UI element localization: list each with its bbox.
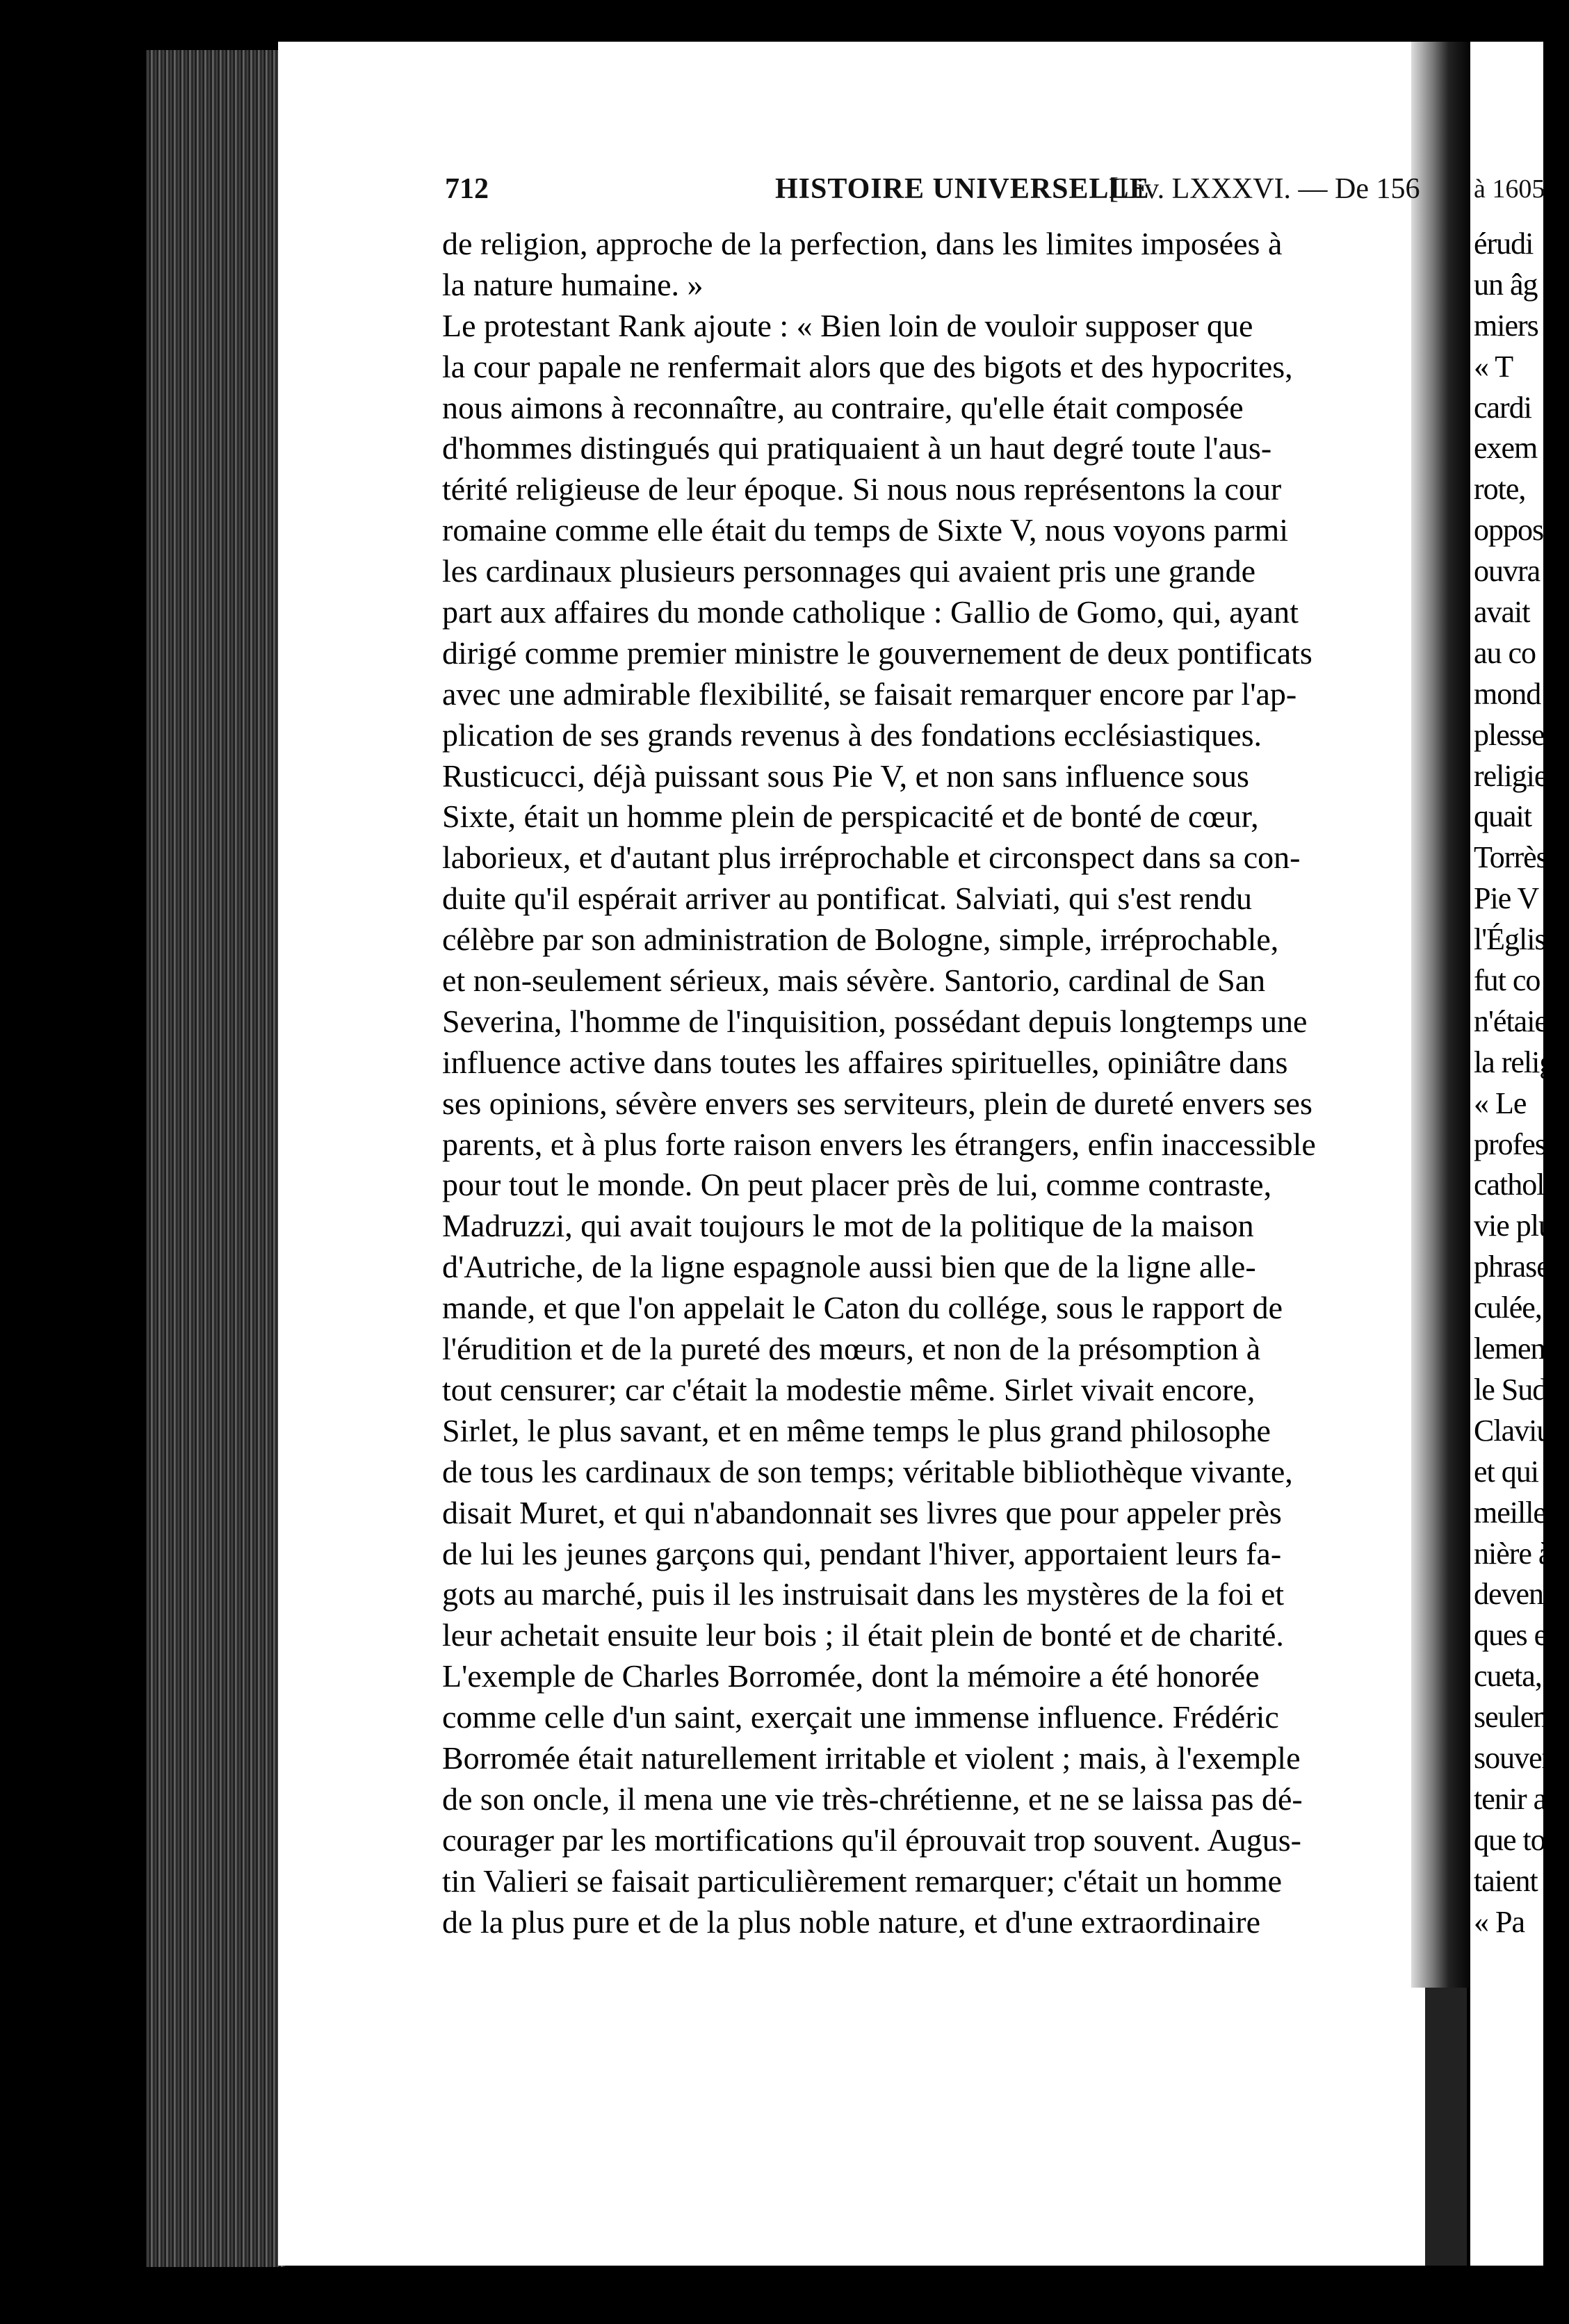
facing-text-line: nière à — [1474, 1536, 1552, 1571]
facing-text-line: exem — [1474, 431, 1538, 466]
text-line: Le protestant Rank ajoute : « Bien loin de vouloir supposer que — [442, 307, 1253, 343]
text-line: Rusticucci, déjà puissant sous Pie V, et non sans influence sous — [442, 758, 1249, 794]
facing-text-line: devenu — [1474, 1577, 1559, 1612]
text-line: avec une admirable flexibilité, se faisait remarquer encore par l'ap- — [442, 676, 1297, 712]
text-line: de religion, approche de la perfection, dans les limites imposées à — [442, 226, 1283, 261]
text-line: Madruzzi, qui avait toujours le mot de la politique de la maison — [442, 1208, 1254, 1244]
facing-text-line: plesse — [1474, 717, 1545, 752]
text-line: tin Valieri se faisait particulièrement remarquer; c'était un homme — [442, 1863, 1283, 1899]
text-line: gots au marché, puis il les instruisait dans les mystères de la foi et — [442, 1576, 1285, 1612]
text-line: disait Muret, et qui n'abandonnait ses livres que pour appeler près — [442, 1494, 1282, 1530]
facing-text-line: cueta, — [1474, 1659, 1542, 1694]
facing-text-line: meilleu — [1474, 1495, 1561, 1530]
facing-text-line: « Pa — [1474, 1904, 1525, 1939]
book-page-edges — [146, 50, 285, 2267]
text-line: célèbre par son administration de Bologne, simple, irréprochable, — [442, 922, 1279, 958]
facing-text-line: seuleme — [1474, 1700, 1569, 1735]
facing-text-line: phrase — [1474, 1250, 1550, 1284]
facing-page-text — [1474, 224, 1569, 1942]
text-line: de lui les jeunes garçons qui, pendant l'hiver, apportaient leurs fa- — [442, 1535, 1282, 1571]
facing-text-line: un âg — [1474, 267, 1538, 302]
text-line: L'exemple de Charles Borromée, dont la mémoire a été honorée — [442, 1658, 1260, 1694]
body-text — [442, 224, 1419, 1942]
facing-text-line: vie plu — [1474, 1209, 1553, 1243]
facing-text-line: taient à — [1474, 1863, 1558, 1898]
text-line: et non-seulement sérieux, mais sévère. Santorio, cardinal de San — [442, 963, 1266, 999]
facing-text-line: rote, — [1474, 472, 1526, 507]
facing-text-line: et qui — [1474, 1454, 1538, 1489]
text-line: nous aimons à reconnaître, au contraire, qu'elle était composée — [442, 389, 1244, 425]
text-line: la cour papale ne renfermait alors que des bigots et des hypocrites, — [442, 348, 1293, 384]
text-line: la nature humaine. » — [442, 266, 704, 302]
text-line: Sirlet, le plus savant, et en même temps le plus grand philosophe — [442, 1412, 1271, 1448]
text-line: tout censurer; car c'était la modestie même. Sirlet vivait encore, — [442, 1371, 1255, 1407]
text-line: influence active dans toutes les affaires spirituelles, opiniâtre dans — [442, 1044, 1288, 1080]
facing-text-line: religie — [1474, 758, 1547, 793]
facing-text-line: oppos — [1474, 513, 1544, 548]
facing-text-line: « T — [1474, 349, 1513, 384]
facing-text-line: fut co — [1474, 963, 1540, 998]
text-line: leur achetait ensuite leur bois ; il était plein de bonté et de charité. — [442, 1617, 1284, 1653]
book-gutter-bottom — [1425, 1988, 1467, 2266]
text-line: duite qu'il espérait arriver au pontificat. Salviati, qui s'est rendu — [442, 881, 1252, 917]
facing-text-line: quait — [1474, 799, 1531, 834]
text-line: de son oncle, il mena une vie très-chrétienne, et ne se laissa pas dé- — [442, 1781, 1303, 1817]
text-line: Sixte, était un homme plein de perspicacité et de bonté de cœur, — [442, 799, 1259, 835]
facing-text-line: catholi — [1474, 1168, 1552, 1202]
facing-text-line: mond — [1474, 676, 1541, 711]
text-line: mande, et que l'on appelait le Caton du collége, sous le rapport de — [442, 1290, 1283, 1326]
text-line: de tous les cardinaux de son temps; véritable bibliothèque vivante, — [442, 1453, 1293, 1489]
text-line: comme celle d'un saint, exerçait une immense influence. Frédéric — [442, 1699, 1279, 1735]
facing-text-line: érudi — [1474, 227, 1534, 261]
text-line: de la plus pure et de la plus noble nature, et d'une extraordinaire — [442, 1904, 1261, 1940]
facing-text-line: Clavius — [1474, 1413, 1563, 1448]
facing-page-header: à 1605 — [1474, 174, 1545, 204]
text-line: laborieux, et d'autant plus irréprochable et circonspect dans sa con- — [442, 840, 1301, 876]
text-line: pour tout le monde. On peut placer près de lui, comme contraste, — [442, 1167, 1272, 1203]
text-line: plication de ses grands revenus à des fondations ecclésiastiques. — [442, 717, 1262, 753]
facing-text-line: avait — [1474, 595, 1530, 630]
text-line: romaine comme elle était du temps de Sixte V, nous voyons parmi — [442, 512, 1289, 548]
facing-text-line: l'Églis — [1474, 922, 1546, 957]
facing-text-line: n'étaie — [1474, 1004, 1547, 1038]
text-line: dirigé comme premier ministre le gouvernement de deux pontificats — [442, 635, 1312, 671]
facing-text-line: la relig — [1474, 1045, 1554, 1079]
facing-text-line: « Le — [1474, 1086, 1527, 1120]
text-line: l'érudition et de la pureté des mœurs, et non de la présomption à — [442, 1331, 1261, 1367]
text-line: d'hommes distingués qui pratiquaient à un haut degré toute l'aus- — [442, 430, 1272, 466]
facing-text-line: ques et — [1474, 1618, 1555, 1653]
text-line: courager par les mortifications qu'il éprouvait trop souvent. Augus- — [442, 1822, 1301, 1858]
facing-text-line: ouvra — [1474, 554, 1540, 589]
facing-text-line: miers — [1474, 308, 1538, 343]
running-title: HISTOIRE UNIVERSELLE — [775, 173, 1150, 205]
running-header — [445, 172, 1425, 217]
facing-text-line: le Sud — [1474, 1372, 1547, 1407]
text-line: térité religieuse de leur époque. Si nous nous représentons la cour — [442, 471, 1282, 507]
facing-text-line: lement — [1474, 1332, 1553, 1366]
text-line: part aux affaires du monde catholique : Gallio de Gomo, qui, ayant — [442, 594, 1299, 630]
page-number: 712 — [445, 173, 489, 205]
facing-text-line: Torrès — [1474, 840, 1547, 875]
facing-text-line: Pie V — [1474, 881, 1539, 916]
facing-text-line: cardi — [1474, 390, 1531, 425]
text-line: les cardinaux plusieurs personnages qui avaient pris une grande — [442, 553, 1256, 589]
section-reference: [Liv. LXXXVI. — De 156 — [1109, 173, 1420, 205]
book-gutter — [1411, 42, 1474, 1988]
facing-text-line: au co — [1474, 635, 1536, 670]
text-line: ses opinions, sévère envers ses serviteurs, plein de dureté envers ses — [442, 1085, 1312, 1121]
facing-text-line: culée, — [1474, 1291, 1542, 1325]
text-line: Borromée était naturellement irritable et violent ; mais, à l'exemple — [442, 1740, 1301, 1776]
facing-text-line: que tou — [1474, 1822, 1560, 1857]
text-line: d'Autriche, de la ligne espagnole aussi bien que de la ligne alle- — [442, 1249, 1256, 1285]
text-line: Severina, l'homme de l'inquisition, possédant depuis longtemps une — [442, 1003, 1308, 1039]
text-line: parents, et à plus forte raison envers les étrangers, enfin inaccessible — [442, 1126, 1316, 1162]
facing-text-line: tenir av — [1474, 1781, 1561, 1816]
facing-text-line: profess — [1474, 1127, 1558, 1161]
facing-text-line: souvent — [1474, 1740, 1564, 1775]
